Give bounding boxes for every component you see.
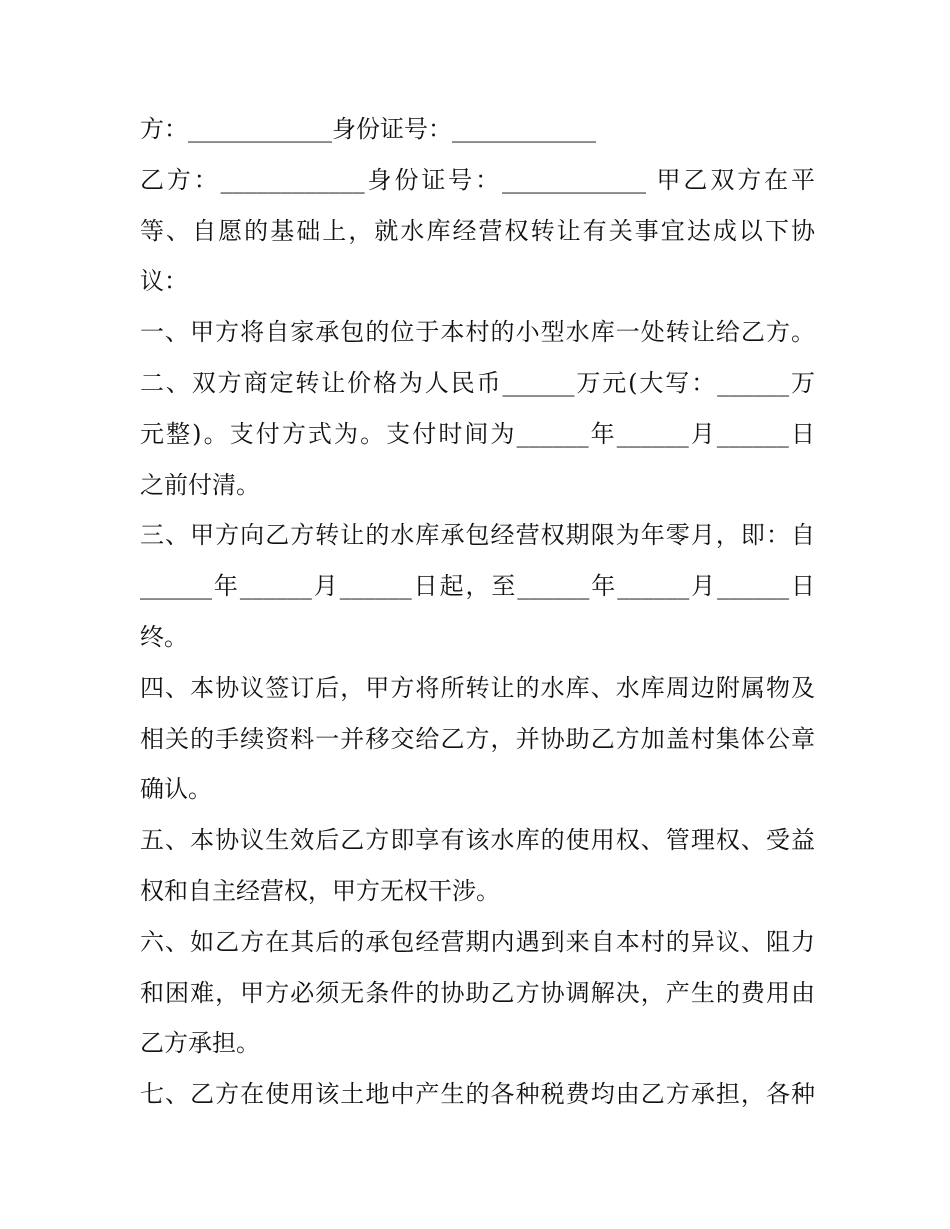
clause-4-line-3: 确认。 <box>140 775 212 804</box>
clause-6-line-1: 六、如乙方在其后的承包经营期内遇到来自本村的异议、阻力 <box>140 927 815 956</box>
clause-2-line-1: 二、双方商定转让价格为人民币______万元(大写：______万 <box>140 368 815 397</box>
party-a-line: 方：____________身份证号：____________ <box>140 115 596 143</box>
clause-4-line-2: 相关的手续资料一并移交给乙方，并协助乙方加盖村集体公章 <box>140 724 815 753</box>
clause-6-line-2: 和困难，甲方必须无条件的协助乙方协调解决，产生的费用由 <box>140 978 815 1007</box>
clause-6-line-3: 乙方承担。 <box>140 1029 260 1058</box>
party-b-line: 乙方：____________身份证号：____________ 甲乙双方在平 <box>140 165 815 194</box>
agreement-body <box>140 104 815 1120</box>
clause-4-line-1: 四、本协议签订后，甲方将所转让的水库、水库周边附属物及 <box>140 673 815 702</box>
clause-1-line-1: 一、甲方将自家承包的位于本村的小型水库一处转让给乙方。 <box>140 318 815 347</box>
clause-7-line-1: 七、乙方在使用该土地中产生的各种税费均由乙方承担，各种 <box>140 1080 815 1109</box>
preamble-end-line: 议： <box>140 267 188 296</box>
preamble-line: 等、自愿的基础上，就水库经营权转让有关事宜达成以下协 <box>140 216 815 245</box>
clause-2-line-3: 之前付清。 <box>140 470 260 499</box>
clause-5-line-2: 权和自主经营权，甲方无权干涉。 <box>140 876 500 905</box>
clause-3-line-2: ______年______月______日起，至______年______月______日 <box>140 572 815 601</box>
clause-5-line-1: 五、本协议生效后乙方即享有该水库的使用权、管理权、受益 <box>140 826 815 855</box>
clause-2-line-2: 元整)。支付方式为。支付时间为______年______月______日 <box>140 419 815 448</box>
clause-3-line-3: 终。 <box>140 622 188 651</box>
clause-3-line-1: 三、甲方向乙方转让的水库承包经营权期限为年零月，即：自 <box>140 521 815 550</box>
